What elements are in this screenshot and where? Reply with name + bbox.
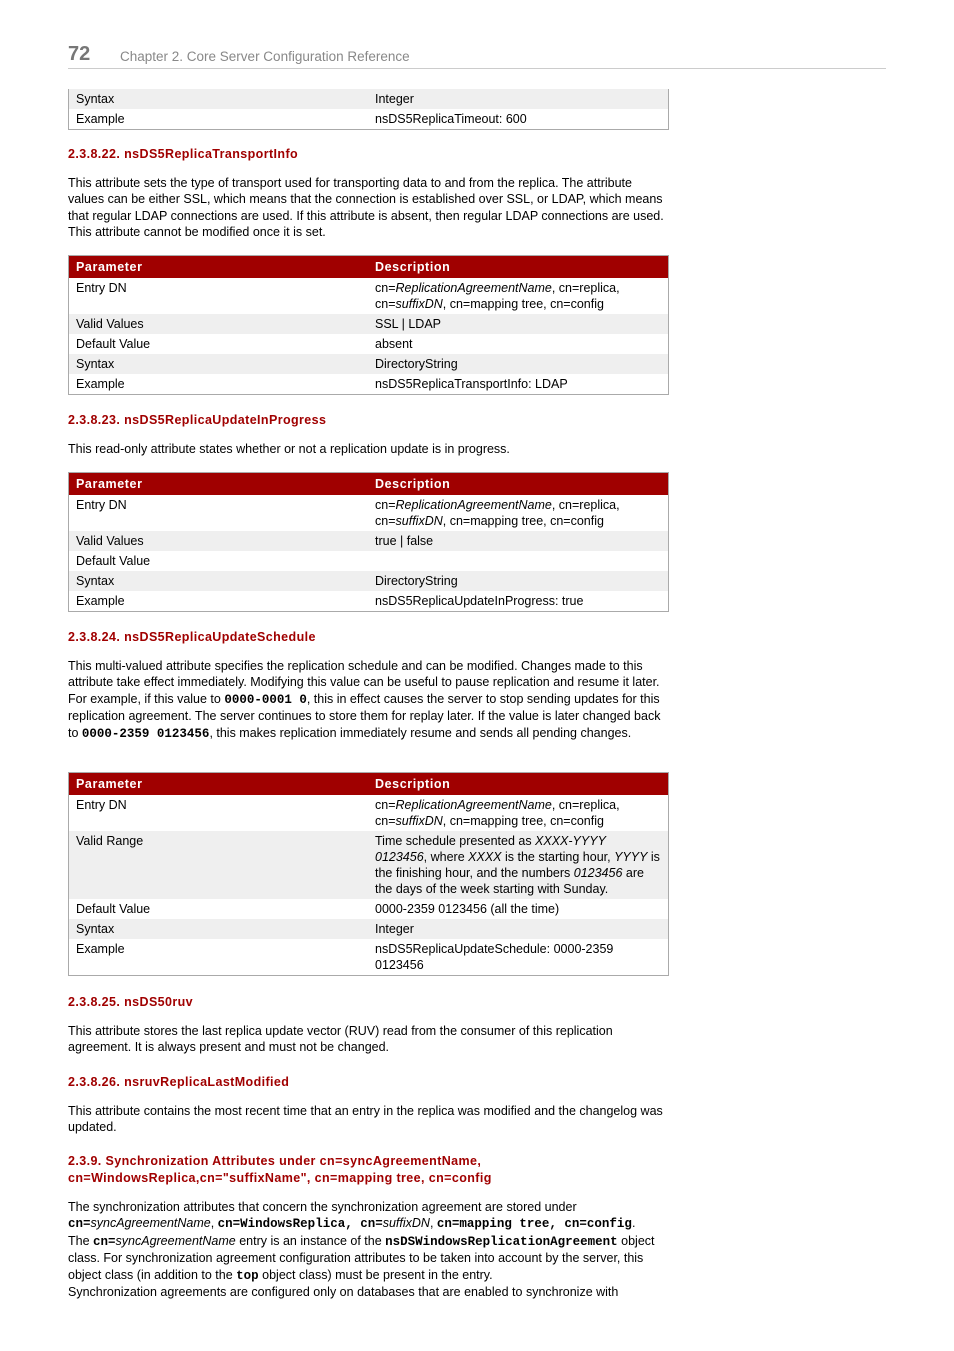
table-row: Default Value absent: [69, 334, 668, 354]
table-row: Default Value: [69, 551, 668, 571]
table-header: Parameter Description: [69, 773, 668, 795]
section-paragraph: This attribute contains the most recent time that an entry in the replica was modified and the changelog was updated.: [68, 1104, 663, 1135]
transport-info-table: [68, 255, 669, 395]
section-heading: 2.3.8.25. nsDS50ruv: [68, 995, 194, 1009]
table-row: Syntax DirectoryString: [69, 571, 668, 591]
section-heading: 2.3.8.22. nsDS5ReplicaTransportInfo: [68, 147, 299, 161]
section-paragraph: This attribute stores the last replica update vector (RUV) read from the consumer of this replication agreement. It is always present and must not be changed.: [68, 1024, 613, 1055]
table-row: Valid Range Time schedule presented as XXXX-YYYY 0123456, where XXXX is the starting hour, YYYY is the finishing hour, and the numbers 0123456 are the days of the week starting with Sunday.: [69, 831, 668, 899]
table-row: Syntax Integer: [69, 919, 668, 939]
section-heading: 2.3.8.24. nsDS5ReplicaUpdateSchedule: [68, 630, 316, 644]
section-heading: 2.3.8.23. nsDS5ReplicaUpdateInProgress: [68, 413, 327, 427]
timeout-table: [68, 89, 669, 130]
section-heading: 2.3.9. Synchronization Attributes under cn=syncAgreementName, cn=WindowsReplica,cn="suffixName", cn=mapping tree, cn=config: [68, 1154, 492, 1185]
table-row: Valid Values true | false: [69, 531, 668, 551]
table-row: Entry DN cn=ReplicationAgreementName, cn=replica, cn=suffixDN, cn=mapping tree, cn=config: [69, 795, 668, 831]
entry-dn-value: cn=ReplicationAgreementName, cn=replica, cn=suffixDN, cn=mapping tree, cn=config: [375, 281, 620, 311]
section-paragraph: This multi-valued attribute specifies the replication schedule and can be modified. Changes made to this attribute take effect immediately. Modifying this value can be useful to pause replication and resume it later. For example, if this value to 0000-0001 0, this in effect causes the server to stop sending updates for this replication agreement. The server continues to store them for replay later. If the value is later changed back to 0000-2359 0123456, this makes replication immediately resume and sends all pending changes.: [68, 659, 661, 741]
section-paragraph: The synchronization attributes that concern the synchronization agreement are stored under cn=syncAgreementName, cn=WindowsReplica, cn=suffixDN, cn=mapping tree, cn=config. The cn=syncAgreementName entry is an instance of the nsDSWindowsReplicationAgreement object class. For synchronization agreement configuration attributes to be taken into account by the server, this object class (in addition to the top object class) must be present in the entry. Synchronization agreements are configured only on databases that are enabled to synchronize with: [68, 1200, 655, 1300]
entry-dn-value: cn=ReplicationAgreementName, cn=replica, cn=suffixDN, cn=mapping tree, cn=config: [375, 798, 620, 828]
table-row: Example nsDS5ReplicaUpdateInProgress: true: [69, 591, 668, 611]
table-row: Entry DN cn=ReplicationAgreementName, cn=replica, cn=suffixDN, cn=mapping tree, cn=config: [69, 278, 668, 314]
valid-range-value: Time schedule presented as XXXX-YYYY 0123456, where XXXX is the starting hour, YYYY is the finishing hour, and the numbers 0123456 are the days of the week starting with Sunday.: [375, 834, 660, 896]
table-header: Parameter Description: [69, 473, 668, 495]
table-row: Entry DN cn=ReplicationAgreementName, cn=replica, cn=suffixDN, cn=mapping tree, cn=config: [69, 495, 668, 531]
table-row: Default Value 0000-2359 0123456 (all the time): [69, 899, 668, 919]
table-header: Parameter Description: [69, 256, 668, 278]
section-paragraph: This read-only attribute states whether or not a replication update is in progress.: [68, 442, 510, 456]
table-row: Example nsDS5ReplicaUpdateSchedule: 0000-2359 0123456: [69, 939, 668, 975]
update-in-progress-table: [68, 472, 669, 612]
table-row: Syntax DirectoryString: [69, 354, 668, 374]
update-schedule-table: [68, 772, 669, 976]
page-number: 72: [68, 43, 91, 65]
table-row: Syntax Integer: [69, 89, 668, 109]
entry-dn-value: cn=ReplicationAgreementName, cn=replica, cn=suffixDN, cn=mapping tree, cn=config: [375, 498, 620, 528]
chapter-title: Chapter 2. Core Server Configuration Reference: [120, 49, 410, 64]
table-row: Example nsDS5ReplicaTimeout: 600: [69, 109, 668, 129]
table-row: Example nsDS5ReplicaTransportInfo: LDAP: [69, 374, 668, 394]
table-row: Valid Values SSL | LDAP: [69, 314, 668, 334]
section-paragraph: This attribute sets the type of transport used for transporting data to and from the replica. The attribute values can be either SSL, which means that the connection is established over SSL, or LDAP, which means that regular LDAP connections are used. If this attribute is absent, then regular LDAP connections are used. This attribute cannot be modified once it is set.: [68, 176, 664, 240]
page-header: [68, 40, 886, 69]
section-heading: 2.3.8.26. nsruvReplicaLastModified: [68, 1075, 290, 1089]
